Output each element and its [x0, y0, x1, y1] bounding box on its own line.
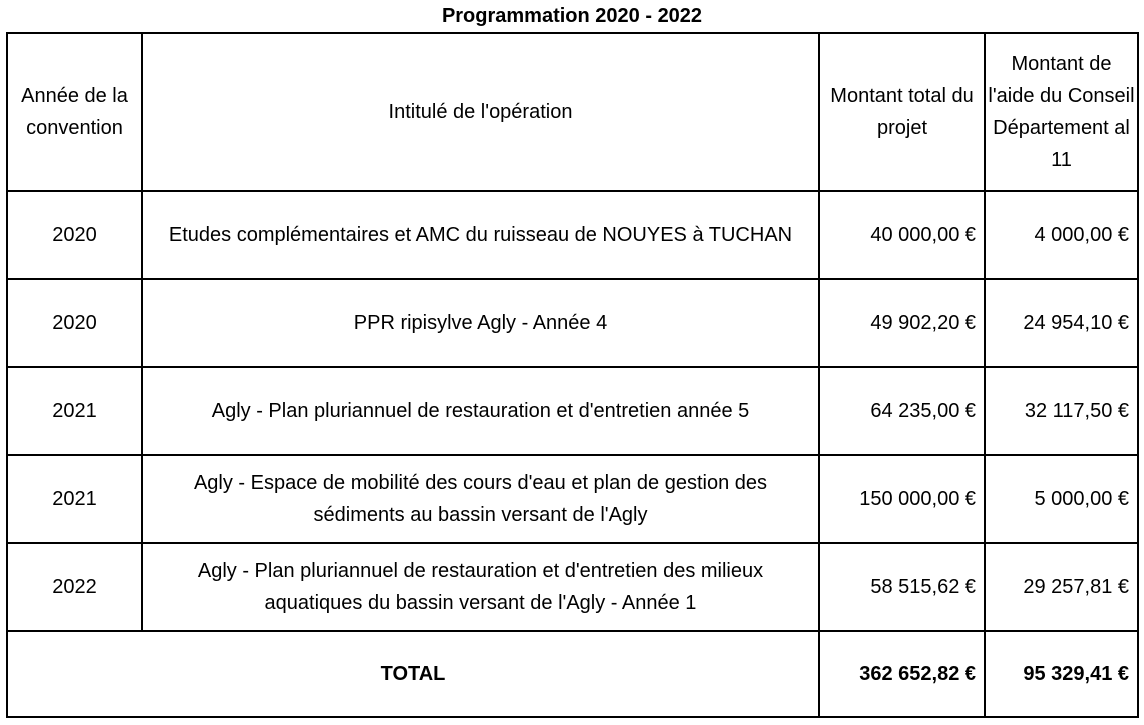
table-row [7, 191, 1138, 279]
programmation-table [6, 32, 1139, 718]
row-year: 2021 [7, 367, 142, 455]
row-operation: Agly - Plan pluriannuel de restauration et d'entretien des milieux aquatiques du bassin versant de l'Agly - Année 1 [142, 543, 819, 631]
table-header-row [7, 33, 1138, 191]
row-operation: PPR ripisylve Agly - Année 4 [142, 279, 819, 367]
row-total-amount: 150 000,00 € [819, 455, 985, 543]
row-aid-amount: 5 000,00 € [985, 455, 1138, 543]
header-aid-amount: Montant de l'aide du Conseil Département al 11 [985, 33, 1138, 191]
row-aid-amount: 29 257,81 € [985, 543, 1138, 631]
row-year: 2022 [7, 543, 142, 631]
row-total-amount: 40 000,00 € [819, 191, 985, 279]
row-aid-amount: 4 000,00 € [985, 191, 1138, 279]
row-year: 2021 [7, 455, 142, 543]
total-row [7, 631, 1138, 717]
row-total-amount: 49 902,20 € [819, 279, 985, 367]
header-total-amount: Montant total du projet [819, 33, 985, 191]
row-operation: Agly - Plan pluriannuel de restauration et d'entretien année 5 [142, 367, 819, 455]
table-row [7, 543, 1138, 631]
row-year: 2020 [7, 191, 142, 279]
row-operation: Etudes complémentaires et AMC du ruisseau de NOUYES à TUCHAN [142, 191, 819, 279]
row-year: 2020 [7, 279, 142, 367]
document-title: Programmation 2020 - 2022 [441, 5, 703, 27]
total-label: TOTAL [7, 631, 819, 717]
table-row [7, 367, 1138, 455]
table-row [7, 279, 1138, 367]
row-total-amount: 58 515,62 € [819, 543, 985, 631]
total-project-amount: 362 652,82 € [819, 631, 985, 717]
header-operation: Intitulé de l'opération [142, 33, 819, 191]
header-year: Année de la convention [7, 33, 142, 191]
row-aid-amount: 24 954,10 € [985, 279, 1138, 367]
row-total-amount: 64 235,00 € [819, 367, 985, 455]
row-operation: Agly - Espace de mobilité des cours d'eau et plan de gestion des sédiments au bassin versant de l'Agly [142, 455, 819, 543]
table-row [7, 455, 1138, 543]
total-aid-amount: 95 329,41 € [985, 631, 1138, 717]
row-aid-amount: 32 117,50 € [985, 367, 1138, 455]
